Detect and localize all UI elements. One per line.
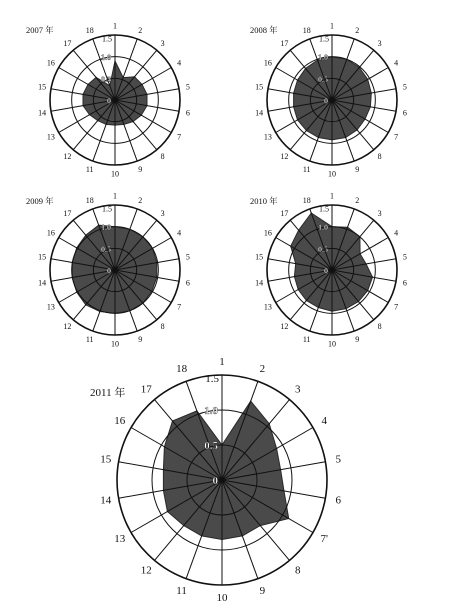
category-label-10: 10 <box>328 339 336 349</box>
category-label-11: 11 <box>176 584 187 597</box>
radial-tick-label-0: 0 <box>212 475 218 487</box>
category-label-15: 15 <box>255 252 264 262</box>
category-label-5: 5 <box>402 252 407 262</box>
radar-chart-4 <box>250 192 407 349</box>
category-label-3: 3 <box>295 383 301 396</box>
category-label-15: 15 <box>100 453 112 466</box>
category-label-16: 16 <box>263 58 272 68</box>
radial-tick-label-0: 0 <box>107 96 111 106</box>
category-label-5: 5 <box>335 453 341 466</box>
category-label-4: 4 <box>321 415 327 427</box>
category-label-5: 5 <box>185 82 190 92</box>
radial-tick-label-1-0: 1.0 <box>318 223 328 233</box>
category-label-8: 8 <box>377 152 382 162</box>
category-label-7: 7 <box>394 302 399 312</box>
radial-tick-label-1-5: 1.5 <box>319 204 329 214</box>
radial-tick-label-1-0: 1.0 <box>204 405 218 417</box>
category-label-4: 4 <box>177 228 182 238</box>
category-label-12: 12 <box>280 322 289 332</box>
category-label-3: 3 <box>160 208 165 218</box>
radial-tick-label-1-5: 1.5 <box>319 34 329 44</box>
category-label-13: 13 <box>114 533 126 545</box>
category-label-17: 17 <box>63 38 72 48</box>
category-label-16: 16 <box>263 228 272 238</box>
category-label-9: 9 <box>259 584 266 597</box>
category-label-6: 6 <box>402 278 407 288</box>
radial-tick-label-1-5: 1.5 <box>205 373 219 385</box>
category-label-11: 11 <box>85 165 94 174</box>
category-label-8: 8 <box>295 564 301 577</box>
category-label-17: 17 <box>280 208 289 218</box>
category-label-2: 2 <box>355 26 360 35</box>
category-label-14: 14 <box>38 278 47 288</box>
category-label-18: 18 <box>302 26 311 35</box>
category-label-6: 6 <box>185 108 190 118</box>
radial-tick-label-0-5: 0.5 <box>318 74 328 84</box>
category-label-9: 9 <box>355 335 360 344</box>
category-label-18: 18 <box>85 26 94 35</box>
category-label-2: 2 <box>259 363 266 376</box>
category-label-9: 9 <box>138 335 143 344</box>
radial-tick-label-0: 0 <box>107 266 111 276</box>
category-label-1: 1 <box>219 356 225 368</box>
category-label-15: 15 <box>255 82 264 92</box>
category-label-4: 4 <box>394 58 399 68</box>
category-label-14: 14 <box>38 108 47 118</box>
category-label-10: 10 <box>216 592 228 604</box>
category-label-6: 6 <box>402 108 407 118</box>
radial-tick-label-1-0: 1.0 <box>101 223 111 233</box>
category-label-18: 18 <box>85 196 94 205</box>
category-label-5: 5 <box>402 82 407 92</box>
category-label-18: 18 <box>302 196 311 205</box>
category-label-11: 11 <box>85 335 94 344</box>
category-label-11: 11 <box>302 165 311 174</box>
radar-chart-5 <box>90 356 341 604</box>
category-label-18: 18 <box>176 363 188 376</box>
radar-chart-2 <box>250 22 407 179</box>
radial-tick-label-0: 0 <box>324 96 328 106</box>
category-label-13: 13 <box>263 132 272 142</box>
category-label-7: 7 <box>177 302 182 312</box>
category-label-17: 17 <box>280 38 289 48</box>
category-label-16: 16 <box>114 415 126 427</box>
radial-tick-label-1-0: 1.0 <box>101 53 111 63</box>
category-label-1: 1 <box>330 21 334 31</box>
category-label-12: 12 <box>63 152 72 162</box>
category-label-17: 17 <box>140 383 152 396</box>
category-label-4: 4 <box>394 228 399 238</box>
category-label-12: 12 <box>140 564 152 577</box>
category-label-15: 15 <box>38 82 47 92</box>
radial-tick-label-0-5: 0.5 <box>101 74 111 84</box>
category-label-9: 9 <box>138 165 143 174</box>
chart-title: 2008 年 <box>250 25 278 35</box>
category-label-11: 11 <box>302 335 311 344</box>
category-label-7': 7' <box>320 533 328 545</box>
radar-chart-1 <box>26 22 190 179</box>
radial-tick-label-1-5: 1.5 <box>102 34 112 44</box>
category-label-7: 7 <box>394 132 399 142</box>
category-label-9: 9 <box>355 165 360 174</box>
radar-chart-3 <box>26 192 190 349</box>
category-label-13: 13 <box>263 302 272 312</box>
category-label-10: 10 <box>111 169 119 179</box>
category-label-12: 12 <box>63 322 72 332</box>
radial-tick-label-0-5: 0.5 <box>204 440 218 452</box>
radial-tick-label-0: 0 <box>324 266 328 276</box>
category-label-8: 8 <box>160 152 165 162</box>
category-label-1: 1 <box>113 21 117 31</box>
category-label-14: 14 <box>100 494 112 507</box>
radial-tick-label-0-5: 0.5 <box>318 244 328 254</box>
category-label-17: 17 <box>63 208 72 218</box>
category-label-16: 16 <box>46 228 55 238</box>
category-label-3: 3 <box>377 38 382 48</box>
category-label-10: 10 <box>111 339 119 349</box>
chart-title: 2007 年 <box>26 25 54 35</box>
category-label-4: 4 <box>177 58 182 68</box>
category-label-1: 1 <box>113 191 117 201</box>
category-label-13: 13 <box>46 132 55 142</box>
category-label-5: 5 <box>185 252 190 262</box>
category-label-3: 3 <box>377 208 382 218</box>
category-label-6: 6 <box>335 494 341 507</box>
category-label-12: 12 <box>280 152 289 162</box>
radial-tick-label-0-5: 0.5 <box>101 244 111 254</box>
category-label-2: 2 <box>138 196 143 205</box>
category-label-8: 8 <box>160 322 165 332</box>
category-label-14: 14 <box>255 108 264 118</box>
category-label-16: 16 <box>46 58 55 68</box>
category-label-8: 8 <box>377 322 382 332</box>
category-label-3: 3 <box>160 38 165 48</box>
category-label-10: 10 <box>328 169 336 179</box>
category-label-1: 1 <box>330 191 334 201</box>
category-label-2: 2 <box>355 196 360 205</box>
category-label-15: 15 <box>38 252 47 262</box>
category-label-13: 13 <box>46 302 55 312</box>
radial-tick-label-1-5: 1.5 <box>102 204 112 214</box>
chart-title: 2009 年 <box>26 196 54 206</box>
category-label-7: 7 <box>177 132 182 142</box>
category-label-2: 2 <box>138 26 143 35</box>
chart-title: 2010 年 <box>250 196 278 206</box>
category-label-14: 14 <box>255 278 264 288</box>
radial-tick-label-1-0: 1.0 <box>318 53 328 63</box>
category-label-6: 6 <box>185 278 190 288</box>
chart-title: 2011 年 <box>90 387 126 399</box>
